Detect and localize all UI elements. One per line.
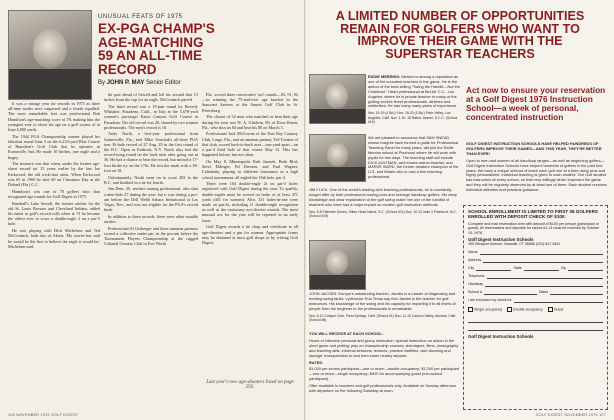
jacobs-schedule: Nov. 6-10 Canyon Club, Palm Springs, Calif. (School #1) Nov. 11-15 Canyon Valley, Arizona, Calif. (School #8) (309, 313, 457, 322)
promo-subhead: GOLF DIGEST INSTRUCTION SCHOOLS HAVE HELPED HUNDREDS OF GOLFERS IMPROVE THEIR GAMES—AND THIS YEAR, THEY'RE BETTER THAN EVER! (466, 142, 602, 156)
article-paragraph: Unfortunately, North went on to score 282 in the B.C. and finished in a tie for fourth. (104, 174, 198, 185)
photo-caption: Last year's new age-shooters listed on page 295. (206, 380, 294, 390)
coupon-footer: Golf Digest Instruction Schools (468, 333, 534, 339)
single-occupancy-label: Single occupancy (474, 307, 503, 312)
coupon-text: Complete and mail reservation form with deposit of $100 per person (participant or guest). All reservations and deposits for school #1-24 must be received by October 15, 1976. (468, 221, 600, 235)
city-field-label: City (468, 266, 475, 271)
article-paragraph: Jim Dent, 30, another touring professional, also shot a nine-hole 27 during the year, but it was during a pro-am before the Dell Webb Sahara Invitational at Las Vegas, Nev., and was not eligible for the PGA's record book. (104, 186, 198, 213)
telephone-field[interactable] (468, 274, 603, 279)
article-paragraph: In addition to three records, there were other notable rarities. (104, 213, 198, 225)
check-enclosed-field[interactable] (468, 298, 603, 303)
will-receive-text: Hours of intensive personal and group instruction; special instruction on action in the short game and putting; play on championship courses; videotapes, films, photography and teaching aids; informal sessions; lectures, practice facilities, club cleaning and storage; transportation to and from some nearby airports. (309, 337, 459, 358)
article-paragraph: The closest of 54 men who matched or beat their age during the year was W. A. Gladwin, 89, of Boca Raton, Fla., who shot an 84 and beat his 88 on March 3. (202, 114, 298, 130)
eddie-text: Merrins is among a reputation as one of the soundest teachers in the game. He is the author of the best-selling "Swing the Handle—Not the Clubhead." Head professional at Bel-Air C.C., Los Angeles, where he is private teacher to many of the golfing world's finest professionals, athletes and celebrities. He has many many years of experience. (368, 75, 460, 109)
jacobs-text: JOHN JACOBS: Europe's outstanding teacher, Jacobs is a master of diagnosing and treating swing faults. Lydbrooke Rub Texas say that Jacobs is the teacher for golf instructors. His knowledge of the swing and his capacity for imparting it to all levels of people from the beginner to the professionals is remarkable. (309, 292, 456, 311)
article-kicker: UNUSUAL FEATS OF 1975 (98, 14, 183, 20)
article-paragraph: Professional Jack McGowan of the East Bay Country Club, Largo, Fla., and an amateur partner, Ted Toomer of that club, scored back-to-back aces—one yard apart—on a par-4 third hole of that course May 13. This has happened before, but not often. (202, 131, 298, 158)
address-field-label: Address (468, 258, 482, 263)
john-jacobs-photo (309, 240, 366, 290)
promo-text: Open to men and women of all handicap ranges—as well as beginning golfers—Golf Digest Instruction Schools have helped hundreds of golfers in the past four years. We have a unique method of teach each golf one at a time using pros and highly personalized, individual teaching is given to each student. Our Golf student has instructors at every school, on that very willingly which improved the game and they will be regularly observed by at least one of them. Each student receives individual attention and practical guidance. (466, 157, 607, 193)
article-paragraph: He was playing with Dick Michelsen and Ted McCormick, both also of Akron. 'My son-in-law said he would be the first to believe the eagle it would be,' Michelsen said. (8, 228, 100, 249)
dates-field-label: Dates (538, 290, 549, 295)
school-dates-field[interactable] (468, 290, 603, 295)
guest-label: Guest (553, 307, 564, 312)
jim-schedule: Nov. 5-8 Palmetto Dunes, Hilton Head Island, S.C. (School #11) Nov. 10-14 Innis 3 Pinehurst, N.C. (School #19) (309, 209, 457, 218)
promo-title: Act now to ensure your reservation at a Golf Digest 1976 Instruction School—a week of personal, concentrated instruction (466, 85, 606, 122)
coupon-address: 495 Westport Avenue, Norwalk, CT 06856 (203) 847-5811 (468, 242, 561, 247)
article-paragraph: The third record was a 19-putt round by Beverly Whitaker, Pasadena, Calif., in July at the 5,678-yard women's par-target Eaton Canyon Golf Course in Pasadena. The old record was 20, shared by two women professionals. The men's record is 16. (104, 103, 198, 130)
article-paragraph: Andy North, a first-year professional from Gainesville, Fla., tied Mike Souchak's all-time PGA tour 36-hole record of 27 Aug. 29 in the first round of the B.C. Open in Endicott, N.Y. North also tied the record-tying round on the back nine after going out in 36. He had a chance to beat the record, but missed a 17-foot birdie try on the 17th. He lost the mark with a 38-foot on 18. (104, 131, 198, 173)
coupon-org: Golf Digest Instruction Schools (468, 236, 534, 242)
article-paragraph: Fla., scored three consecutive 'ace' rounds—92, 91, 92—in winning the 75-and-over age bracket in the Suncoast Seniors at the Sunset Golf Club in St. Petersburg. (202, 92, 298, 113)
john-jacobs-bio (309, 292, 460, 328)
promo-body (466, 142, 608, 202)
sam-snead-photo (309, 134, 366, 182)
eddie-name: EDDIE MERRINS: (368, 75, 401, 79)
signature-field[interactable] (468, 318, 603, 323)
article-paragraph: On May 8, Minneapolis Park Jamsek, Ruth Bird, Steve Ehlinger, Ed Dressen, and Paul Wagner, Caledonia, playing in different foursomes in a high school tournament, all eagled the 16th hole, par 4. (202, 158, 298, 180)
article-headline: EX-PGA CHAMP'S AGE-MATCHING 59 AN ALL-TIME RECORD (98, 21, 215, 77)
article-paragraph: hit past ahead of Sewell and left his second shot 15 inches from the cup for an eagle. McCormick parred. (104, 92, 198, 103)
left-page-footer: 106 NOVEMBER 1976 GOLF DIGEST (8, 413, 79, 417)
single-occupancy-checkbox[interactable] (468, 307, 473, 312)
article-paragraph: It was a vintage year for records in 1975 as three all-time marks were surpassed and a fourth equalled. The most remarkable feat was professional Bob Hamilton's age-matching score of 59, making him the youngest ever to shoot his age on a golf course of at least 6,000 yards. (8, 101, 100, 133)
check-enclosed-label: I am enclosed my check for (468, 298, 512, 303)
article-byline (98, 80, 181, 86)
city-state-zip-field[interactable] (468, 266, 603, 271)
article-paragraph: The 1944 PGA Championship winner played his fabulous round June 3 on the 6,233-yard Blue Course of Hamilton's Golf Club that he operates in Evansville, Ind. He made 10 birdies, one eagle and a bogey. (8, 133, 100, 160)
will-receive-section (309, 332, 460, 412)
article-paragraph: Professional Al Geiberger and three amateur partners scored a collective under par, in the pro-am before the Tournament Players Championship at the rugged Colonial Country Club in Fort Worth. (104, 225, 198, 247)
zip-field-label: Zip (560, 266, 566, 271)
reservation-coupon (463, 205, 608, 410)
byline-prefix: By (98, 80, 106, 86)
name-field-label: Name (468, 250, 478, 255)
eddie-merrins-bio (368, 75, 460, 135)
jim-text: JIM FLICK: One of the world's leading club teaching professionals, he is constantly sought after by both professional touring pros and average handicap golfers. His deep knowledge and clear explanation of the golf swing make him one of the handful of teachers who have had a major impact on modern golf instruction methods. (309, 188, 457, 207)
address-field[interactable] (468, 258, 603, 263)
name-field[interactable] (468, 250, 603, 255)
article-paragraph: Hamilton's was one of 78 golfers who shot recognized age rounds for Golf Digest in 1975. (8, 188, 100, 199)
article-paragraph: Baseball's Luke Sewell, the former catcher for the old St. Louis Browns and Cleveland Indians, added his name to golf's record rolls when at 74 he became the oldest ever to score a double-eagle 2 on a par-5 hole. (8, 200, 100, 227)
right-page-footer: GOLF DIGEST NOVEMBER 1976 107 (535, 413, 606, 417)
byline-role: Senior Editor (146, 80, 181, 86)
handicap-field-label: Handicap (468, 282, 484, 287)
article-paragraph: The instance was that when, under the former age-shoot record set 15 years earlier by the late Joe Kirkwood, the old trick-shot artist. When Kirkwood was 65 in 1960 he shot 60 on Christmas Day at the Deland (Fla.) C.C. (8, 161, 100, 188)
jim-flick-bio (309, 188, 460, 240)
ad-headline: A LIMITED NUMBER OF OPPORTUNITIES REMAIN FOR GOLFERS WHO WANT TO IMPROVE THEIR GAME WITH THE SUPERSTAR TEACHERS (335, 9, 585, 61)
extra-field[interactable] (468, 326, 603, 331)
article-column-1 (8, 101, 100, 407)
byline-author: JOHN P. MAY (106, 80, 145, 86)
sam-snead-announcement (368, 136, 460, 186)
article-column-3 (202, 92, 298, 370)
article-paragraph: Golf Digest awards a tie clasp and certificate to all age-shooters and a pin for women. Appropriate forms may be obtained at most golf shops or by writing Golf Digest. (202, 224, 298, 245)
handicap-field[interactable] (468, 282, 603, 287)
golfer-photo-portrait (8, 10, 92, 100)
rates-text: $1,000 per school participant—one or more—double occupancy; $1,200 per participant—one or more—single occupancy; $400 for accompanying guest (non-school participant). (309, 366, 459, 382)
eddie-schedule: Nov. 15-19 (4 Bd.); Nov. 18-20 (3 Bd.) Palm Valley, Los Angeles, Calif. Nov. 1-10: 18 Rated. Alumni, S.C.C. (School #15) (368, 111, 458, 124)
double-occupancy-label: Double occupancy (513, 307, 543, 312)
rates-note: Offer available to teachers and golf professionals only. Available on Sunday afternoon with departure on the following Saturday at noon. (309, 383, 457, 394)
telephone-field-label: Telephone (468, 274, 485, 279)
guest-checkbox[interactable] (548, 307, 553, 312)
will-receive-title: YOU WILL RECEIVE AT EACH SCHOOL: (309, 332, 384, 336)
occupancy-options (468, 307, 603, 312)
rates-title: RATES: (309, 359, 324, 365)
article-column-2 (104, 92, 198, 407)
double-occupancy-checkbox[interactable] (507, 307, 512, 312)
school-field-label: School # (468, 290, 482, 295)
coupon-title: SCHOOL ENROLLMENT IS LIMITED TO FIRST 36 GOLFERS ENROLLED WITH DEPOSIT CHECK OF $100. (468, 209, 598, 220)
state-field-label: State (513, 266, 522, 271)
eddie-merrins-photo (309, 74, 366, 124)
article-paragraph: There were 104 double-eagle 2s on par-5 holes registered with Golf Digest during the year. To qualify, double-eagles must be scored on holes of at least 471 yards (401 for women). Also, 131 holes-in-one were made on par-4s, including 11 double-eagle recognition as well as the customary ace-shooter awards. The most unusual ace for the year will be reported in an early issue. (202, 181, 298, 223)
snead-text: We are pleased to announce that SAM SNEAD, whose insights have formed a guide for Professional Teaching Panel for many years, will join the Eddie Merrins school at Pinehurst where he will work with pupils for two days. The teaching staff will include DICK AULTMAN, well-known author-teacher, and MARVE WARD, the former amateur champion of the U.S. and Britain who is now a fine teaching professional. (368, 136, 459, 180)
